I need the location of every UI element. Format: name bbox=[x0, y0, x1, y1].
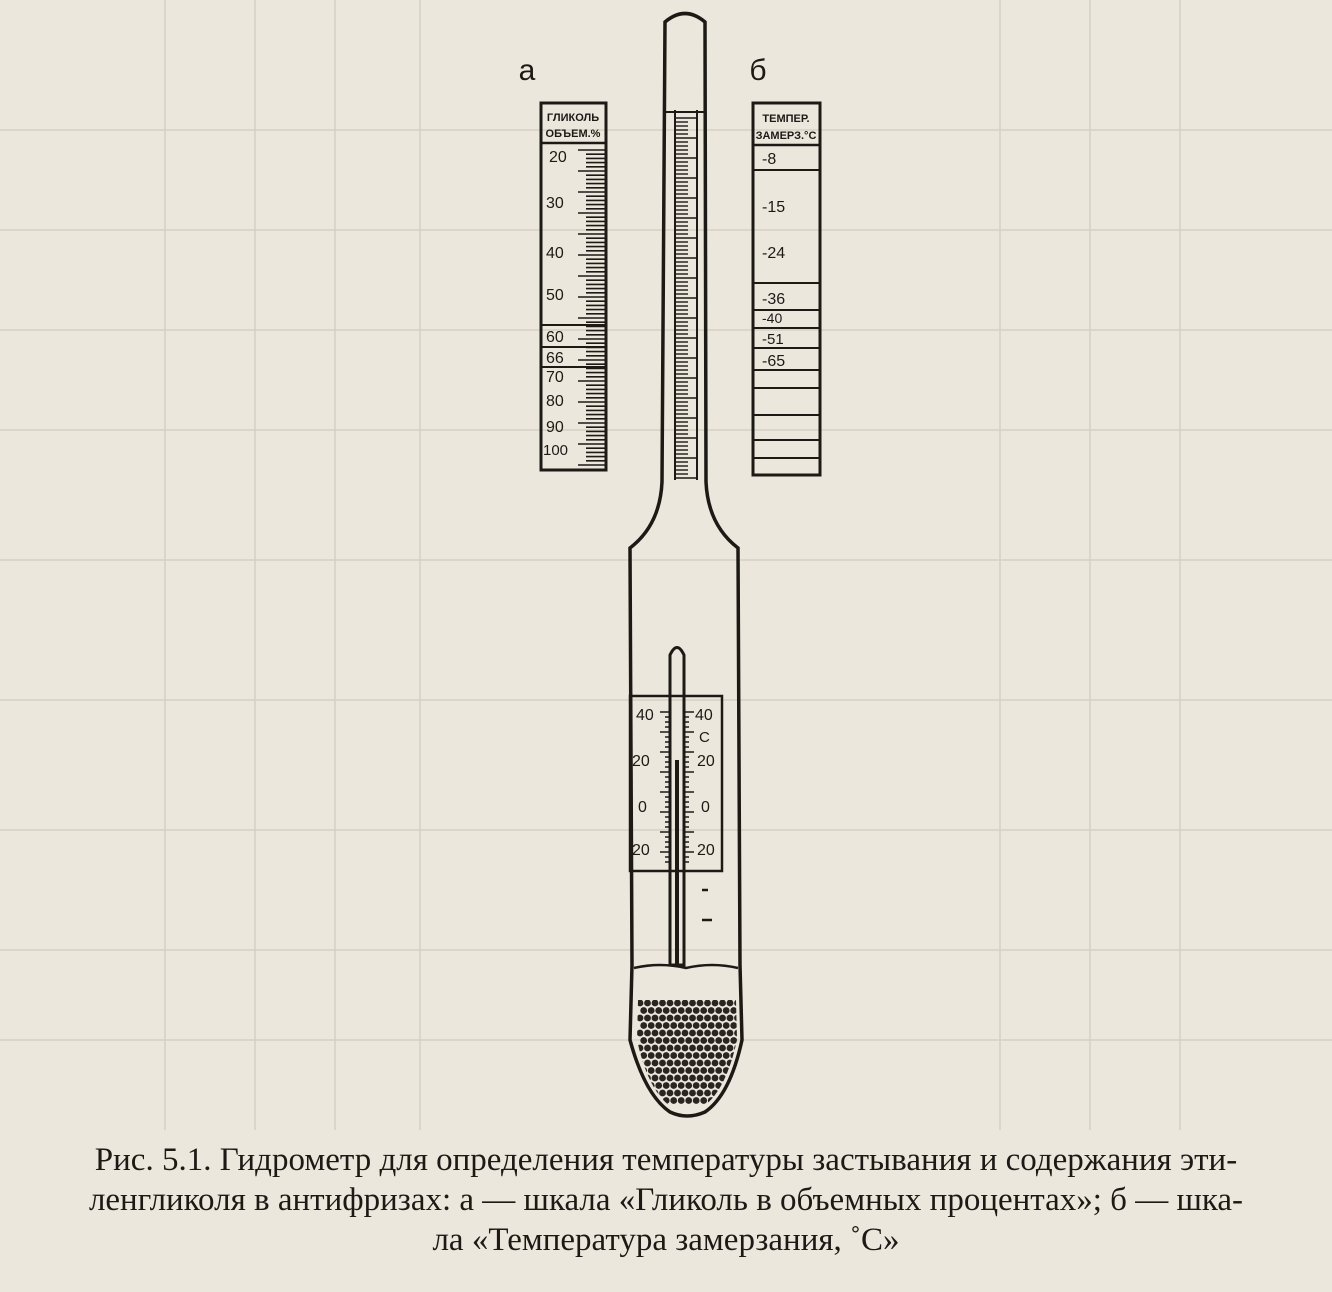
ballast-shot bbox=[712, 1030, 719, 1037]
caption-line-3: ла «Температура замерзания, ˚С» bbox=[432, 1222, 900, 1258]
ballast-shot bbox=[682, 1030, 689, 1037]
ballast-shot bbox=[719, 1045, 726, 1052]
ballast-shot bbox=[734, 1030, 741, 1037]
ballast-shot bbox=[727, 1030, 734, 1037]
ballast-shot bbox=[678, 1067, 685, 1074]
ballast-shot bbox=[652, 1030, 659, 1037]
ballast-shot bbox=[667, 1000, 674, 1007]
ballast-shot bbox=[708, 1037, 715, 1044]
ballast-shot bbox=[663, 1037, 670, 1044]
ballast-shot bbox=[685, 1007, 692, 1014]
scale-a-mark-100: 100 bbox=[543, 442, 569, 459]
ballast-shot bbox=[637, 1090, 644, 1097]
ballast-shot bbox=[719, 1075, 726, 1082]
thermo-right-0: 0 bbox=[701, 799, 710, 816]
ballast-shot bbox=[644, 1045, 651, 1052]
ballast-shot bbox=[697, 1030, 704, 1037]
ballast-shot bbox=[659, 1075, 666, 1082]
scale-a-ticks bbox=[578, 150, 606, 465]
scale-b-header-line2: ЗАМЕРЗ.°С bbox=[755, 130, 817, 142]
thermo-left-20: 20 bbox=[632, 753, 650, 770]
ballast-shot bbox=[704, 1090, 711, 1097]
ballast-shot bbox=[685, 1097, 692, 1104]
ballast-shot bbox=[659, 1000, 666, 1007]
thermo-right-20: 20 bbox=[697, 753, 715, 770]
ballast-shot bbox=[708, 1052, 715, 1059]
ballast-shot bbox=[723, 1067, 730, 1074]
ballast-shot bbox=[727, 1045, 734, 1052]
ballast-shot bbox=[715, 1067, 722, 1074]
ballast-shot bbox=[697, 1045, 704, 1052]
scale-a-mark-80: 80 bbox=[546, 393, 564, 410]
figure-caption bbox=[0, 1140, 1332, 1260]
ballast-shot bbox=[719, 1000, 726, 1007]
ballast-shot bbox=[704, 1030, 711, 1037]
ballast-shot bbox=[700, 1067, 707, 1074]
scale-a-header-line1: ГЛИКОЛЬ bbox=[546, 112, 600, 124]
ballast-shot bbox=[667, 1060, 674, 1067]
ballast-shot bbox=[655, 1052, 662, 1059]
ballast-shot bbox=[712, 1075, 719, 1082]
ballast-shot bbox=[738, 1067, 745, 1074]
ballast-shot bbox=[704, 1075, 711, 1082]
ballast-shot bbox=[637, 1045, 644, 1052]
thermo-left-40: 40 bbox=[636, 707, 654, 724]
ballast-shot bbox=[693, 1097, 700, 1104]
ballast-shot bbox=[689, 1000, 696, 1007]
scale-a-mark-30: 30 bbox=[546, 195, 564, 212]
ballast-shot bbox=[682, 1060, 689, 1067]
ballast-shot bbox=[682, 1075, 689, 1082]
ballast-shot bbox=[674, 1045, 681, 1052]
ballast-shot bbox=[644, 1015, 651, 1022]
ballast-shot bbox=[723, 1007, 730, 1014]
ballast-shot bbox=[663, 1067, 670, 1074]
ballast-shot bbox=[682, 1000, 689, 1007]
scale-a-mark-60: 60 bbox=[546, 329, 564, 346]
thermometer bbox=[630, 648, 722, 966]
ballast-shot bbox=[689, 1060, 696, 1067]
ballast-shot bbox=[678, 1052, 685, 1059]
ballast-shot bbox=[730, 1097, 737, 1104]
ballast-shot bbox=[693, 1082, 700, 1089]
ballast-shot bbox=[655, 1037, 662, 1044]
ballast-shot bbox=[670, 1097, 677, 1104]
ballast-shot bbox=[689, 1045, 696, 1052]
ballast-shot bbox=[648, 1007, 655, 1014]
scale-b-mark-51: -51 bbox=[762, 331, 784, 348]
ballast-shot bbox=[693, 1037, 700, 1044]
scale-a-mark-66: 66 bbox=[546, 350, 564, 367]
ballast-shot bbox=[670, 1082, 677, 1089]
ballast-shot bbox=[719, 1030, 726, 1037]
ballast-shot bbox=[704, 1015, 711, 1022]
ballast-shot bbox=[727, 1015, 734, 1022]
ballast-shot bbox=[659, 1090, 666, 1097]
ballast-shot bbox=[678, 1097, 685, 1104]
ballast-shot bbox=[667, 1075, 674, 1082]
thermo-left-0: 0 bbox=[638, 799, 647, 816]
ballast-shot bbox=[670, 1037, 677, 1044]
ballast-shot bbox=[712, 1090, 719, 1097]
ballast-shot bbox=[685, 1067, 692, 1074]
ballast-shot bbox=[670, 1052, 677, 1059]
scale-a-mark-40: 40 bbox=[546, 245, 564, 262]
ballast-shot bbox=[704, 1045, 711, 1052]
ballast-shot bbox=[712, 1045, 719, 1052]
ballast-shot bbox=[667, 1030, 674, 1037]
ballast-shot bbox=[652, 1060, 659, 1067]
scale-a-letter: а bbox=[518, 54, 536, 87]
ballast-shot bbox=[640, 1037, 647, 1044]
scale-a-header-line2: ОБЪЕМ.% bbox=[545, 128, 601, 140]
ballast-shot bbox=[659, 1045, 666, 1052]
thermo-left-20b: 20 bbox=[632, 842, 650, 859]
thermo-right-20b: 20 bbox=[697, 842, 715, 859]
ballast-shot bbox=[700, 1097, 707, 1104]
ballast-shot bbox=[697, 1090, 704, 1097]
ballast-shot bbox=[644, 1060, 651, 1067]
ballast-shot bbox=[708, 1067, 715, 1074]
ballast-shot bbox=[674, 1000, 681, 1007]
ballast-shot bbox=[708, 1082, 715, 1089]
ballast-shot bbox=[693, 1067, 700, 1074]
ballast-shot bbox=[648, 1052, 655, 1059]
scale-a-mark-20: 20 bbox=[549, 149, 567, 166]
ballast-shot bbox=[689, 1075, 696, 1082]
ballast-shot bbox=[659, 1060, 666, 1067]
ballast-shot bbox=[727, 1060, 734, 1067]
ballast-shot bbox=[715, 1022, 722, 1029]
ballast-shot bbox=[700, 1022, 707, 1029]
scale-b-mark-40: -40 bbox=[762, 310, 783, 326]
ballast-shot bbox=[640, 1097, 647, 1104]
ballast-shot bbox=[719, 1060, 726, 1067]
ballast-shot bbox=[723, 1037, 730, 1044]
ballast-shot bbox=[697, 1075, 704, 1082]
ballast-shot bbox=[640, 1052, 647, 1059]
ballast-shot bbox=[663, 1022, 670, 1029]
ballast-shot bbox=[670, 1067, 677, 1074]
scale-b-mark-8: -8 bbox=[762, 151, 777, 168]
ballast-shot bbox=[685, 1022, 692, 1029]
ballast-shot bbox=[667, 1090, 674, 1097]
ballast-shot bbox=[674, 1060, 681, 1067]
ballast-shot bbox=[663, 1082, 670, 1089]
ballast-shot bbox=[715, 1037, 722, 1044]
ballast-shot bbox=[674, 1075, 681, 1082]
scale-b-mark-65: -65 bbox=[762, 353, 786, 370]
ballast-shot bbox=[678, 1037, 685, 1044]
ballast-shot bbox=[655, 1067, 662, 1074]
ballast-shot bbox=[678, 1022, 685, 1029]
scale-b-letter: б bbox=[749, 54, 767, 87]
ballast-shot bbox=[697, 1000, 704, 1007]
ballast-shot bbox=[670, 1022, 677, 1029]
ballast-shot bbox=[637, 1030, 644, 1037]
stem-ticks bbox=[675, 118, 697, 478]
scale-b bbox=[753, 103, 820, 475]
ballast-shot bbox=[655, 1007, 662, 1014]
ballast-shot bbox=[674, 1090, 681, 1097]
ballast-shot bbox=[689, 1015, 696, 1022]
ballast-shot bbox=[663, 1052, 670, 1059]
ballast-shot bbox=[730, 1007, 737, 1014]
caption-line-2: ленгликоля в антифризах: а — шкала «Гликоль в объемных процентах»; б — шка- bbox=[88, 1182, 1244, 1218]
ballast-shot bbox=[708, 1022, 715, 1029]
ballast-shot bbox=[682, 1045, 689, 1052]
ballast-shot bbox=[734, 1075, 741, 1082]
ballast-shot bbox=[712, 1015, 719, 1022]
ballast-shot bbox=[685, 1052, 692, 1059]
ballast-shot bbox=[648, 1022, 655, 1029]
ballast-shot bbox=[640, 1022, 647, 1029]
ballast-shot bbox=[693, 1007, 700, 1014]
scale-b-header-line1: ТЕМПЕР. bbox=[762, 113, 810, 125]
ballast-shot bbox=[674, 1015, 681, 1022]
ballast-shot bbox=[663, 1097, 670, 1104]
ballast-shot bbox=[727, 1000, 734, 1007]
caption-line-1: Рис. 5.1. Гидрометр для определения температуры застывания и содержания эти- bbox=[94, 1142, 1238, 1178]
ballast-shot bbox=[682, 1015, 689, 1022]
ballast-shot bbox=[715, 1082, 722, 1089]
ballast-shot bbox=[715, 1007, 722, 1014]
ballast-shot bbox=[685, 1037, 692, 1044]
ballast-shot bbox=[637, 1015, 644, 1022]
ballast-shot bbox=[723, 1052, 730, 1059]
ballast-shot bbox=[738, 1097, 745, 1104]
ballast-shot bbox=[715, 1052, 722, 1059]
ballast-shot bbox=[689, 1090, 696, 1097]
ballast-shot bbox=[644, 1000, 651, 1007]
ballast-shot bbox=[659, 1030, 666, 1037]
ballast-shot bbox=[693, 1022, 700, 1029]
ballast-shot bbox=[730, 1082, 737, 1089]
scale-a-mark-70: 70 bbox=[546, 369, 564, 386]
ballast-shot bbox=[652, 1075, 659, 1082]
ballast-shot bbox=[723, 1022, 730, 1029]
ballast-shot bbox=[693, 1052, 700, 1059]
thermo-right-40: 40 bbox=[695, 707, 713, 724]
ballast-shot bbox=[685, 1082, 692, 1089]
ballast-shot bbox=[730, 1022, 737, 1029]
ballast-shot bbox=[640, 1007, 647, 1014]
ballast-shot bbox=[708, 1007, 715, 1014]
ballast-shot bbox=[648, 1037, 655, 1044]
ballast-shot bbox=[700, 1082, 707, 1089]
ballast-shot bbox=[678, 1082, 685, 1089]
ballast-shot bbox=[648, 1067, 655, 1074]
ballast-shot bbox=[734, 1090, 741, 1097]
ballast-shot bbox=[663, 1007, 670, 1014]
scale-b-mark-15: -15 bbox=[762, 199, 786, 216]
thermo-unit: С bbox=[699, 729, 710, 746]
ballast-shot bbox=[704, 1060, 711, 1067]
scale-a-mark-90: 90 bbox=[546, 419, 564, 436]
scale-a bbox=[541, 103, 606, 470]
ballast-shot bbox=[667, 1045, 674, 1052]
ballast-shot bbox=[678, 1007, 685, 1014]
ballast-shot bbox=[700, 1052, 707, 1059]
ballast-shot bbox=[644, 1030, 651, 1037]
ballast-shot bbox=[659, 1015, 666, 1022]
ballast-shot bbox=[719, 1015, 726, 1022]
scale-b-mark-36: -36 bbox=[762, 291, 786, 308]
ballast-shot bbox=[738, 1082, 745, 1089]
scale-a-mark-50: 50 bbox=[546, 287, 564, 304]
ballast-shot bbox=[704, 1000, 711, 1007]
ballast-shot bbox=[655, 1082, 662, 1089]
ballast-shot bbox=[700, 1037, 707, 1044]
ballast-shot bbox=[712, 1000, 719, 1007]
ballast-shot bbox=[652, 1045, 659, 1052]
ballast-shot bbox=[689, 1030, 696, 1037]
ballast-shot bbox=[723, 1097, 730, 1104]
ballast-shot bbox=[674, 1030, 681, 1037]
ballast-shot bbox=[667, 1015, 674, 1022]
ballast-shot bbox=[730, 1037, 737, 1044]
scale-b-mark-24: -24 bbox=[762, 245, 786, 262]
ballast-shot bbox=[700, 1007, 707, 1014]
ballast-shot bbox=[712, 1060, 719, 1067]
ballast-shot bbox=[655, 1022, 662, 1029]
ballast-shot bbox=[727, 1090, 734, 1097]
ballast-shot bbox=[682, 1090, 689, 1097]
ballast-shot bbox=[697, 1015, 704, 1022]
ballast-shot bbox=[652, 1015, 659, 1022]
ballast-shot bbox=[637, 1000, 644, 1007]
ballast-shot bbox=[670, 1007, 677, 1014]
ballast-shot bbox=[697, 1060, 704, 1067]
ballast-shot bbox=[652, 1000, 659, 1007]
